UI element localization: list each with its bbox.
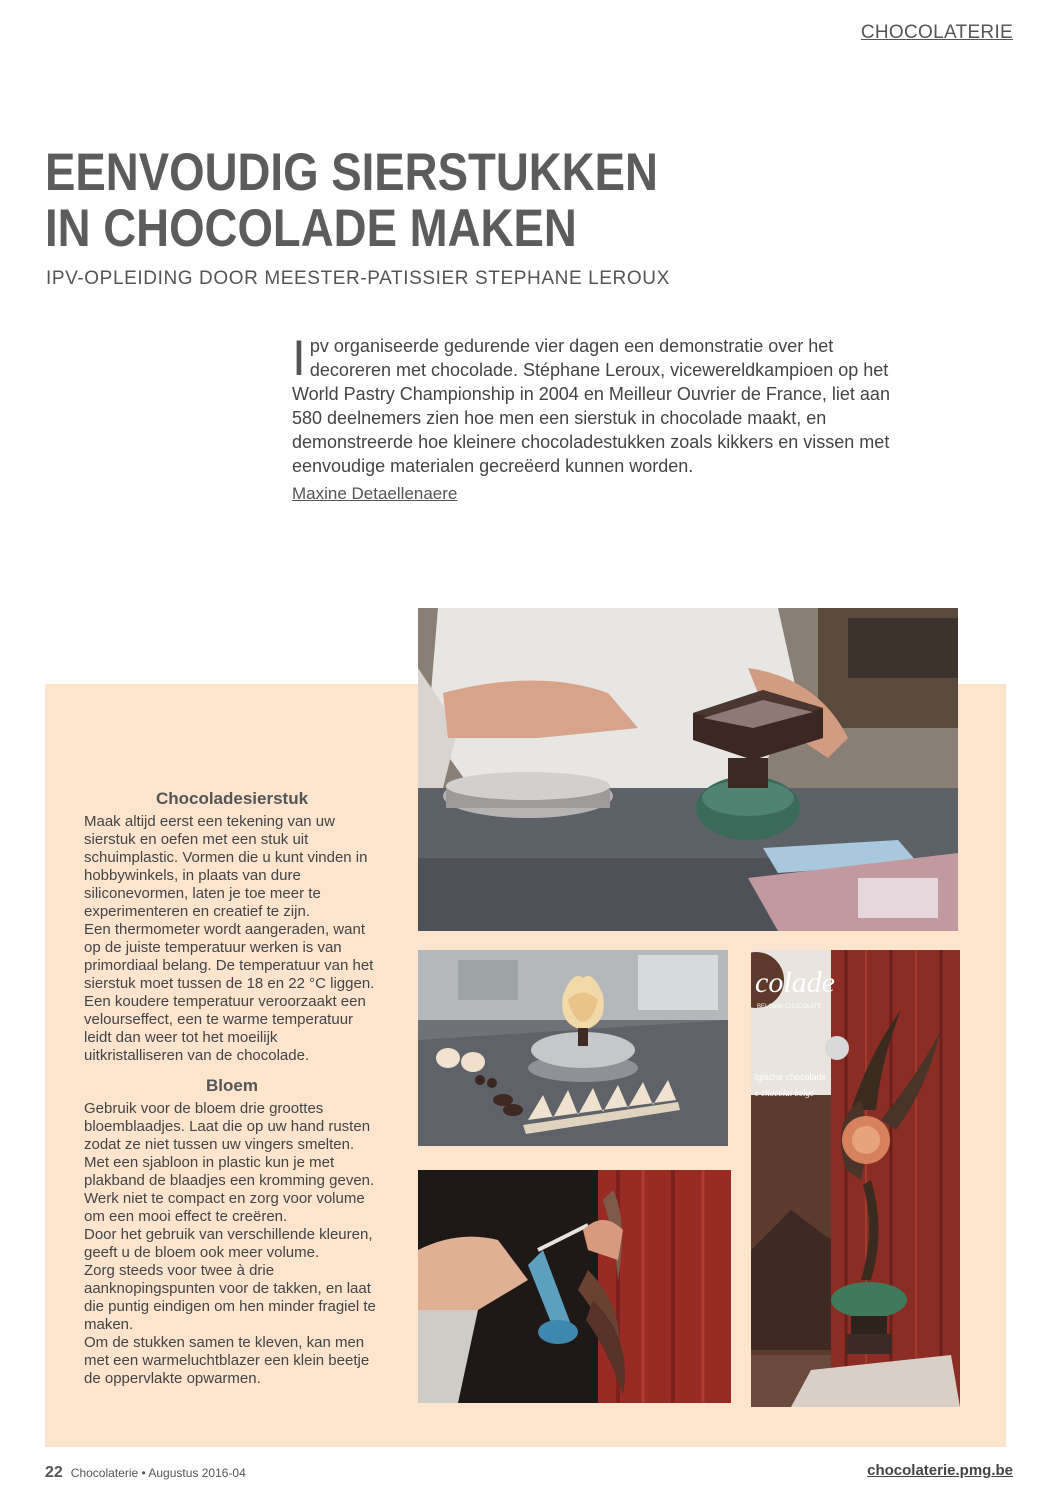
banner-text-belgian: BELGIAN CHOCOLATE (757, 1004, 822, 1010)
article-title (45, 145, 658, 257)
intro-paragraph (292, 330, 917, 478)
author-link[interactable]: Maxine Detaellenaere (292, 484, 458, 503)
sidebar-paragraph: Zorg steeds voor twee à drie aanknopingspunten voor de takken, en laat die puntig eindigen om hen minder fragiel te maken. (84, 1262, 376, 1333)
banner-text-belge: e chocolat belge (755, 1088, 814, 1098)
sidebar-paragraph: Door het gebruik van verschillende kleuren, geeft u de bloem ook meer volume. (84, 1226, 373, 1261)
photo-spraying-branches (418, 1170, 731, 1403)
intro-text: pv organiseerde gedurende vier dagen een demonstratie over het decoreren met chocolade. Stéphane Leroux, vicewereldkampioen op het World Pastry Championship in 2004 en Meilleur Ouvrier de France, liet aan 580 deelnemers zien hoe men een sierstuk in chocolade maakt, en demonstreerde hoe kleinere chocoladestukken zoals kikkers en vissen met eenvoudige materialen gecreëerd kunnen worden. (292, 336, 890, 476)
sidebar-paragraph: Een thermometer wordt aangeraden, want op de juiste temperatuur werken is van primordiaal belang. De temperatuur van het sierstuk moet tussen de 18 en 22 °C liggen. Een koudere temperatuur veroorzaakt een velourseffect, een te warme temperatuur leidt dan weer tot het moeilijk uitkristalliseren van de chocolade. (84, 921, 375, 1064)
article-subtitle: IPV-OPLEIDING DOOR MEESTER-PATISSIER STEPHANE LEROUX (46, 268, 670, 289)
section-tag[interactable]: CHOCOLATERIE (860, 22, 1013, 43)
sidebar-paragraph: Om de stukken samen te kleven, kan men met een warmeluchtblazer een klein beetje de oppervlakte opwarmen. (84, 1334, 370, 1387)
issue-label: Chocolaterie • Augustus 2016-04 (70, 1466, 246, 1480)
footer-issue (45, 1464, 246, 1482)
page-number: 22 (45, 1464, 63, 1481)
drop-cap: I (292, 330, 306, 386)
title-line-1: EENVOUDIG SIERSTUKKEN (45, 143, 658, 202)
sidebar-paragraph: Maak altijd eerst een tekening van uw sierstuk en oefen met een stuk uit schuimplastic. Vormen die u kunt vinden in hobbywinkels, in plaats van dure siliconevormen, laten je toe meer te experimenteren en creatief te zijn. (84, 813, 368, 920)
title-line-2: IN CHOCOLADE MAKEN (45, 199, 577, 258)
photo-chef-chocolate-block (418, 608, 958, 931)
sidebar-paragraph: Werk niet te compact en zorg voor volume om een mooi effect te creëren. (84, 1190, 365, 1225)
banner-text-colade: colade (755, 966, 835, 999)
sidebar-heading-bloem: Bloem (206, 1076, 258, 1095)
photo-chocolate-flower-petals (418, 950, 728, 1146)
sidebar-text (84, 790, 380, 1388)
photo-chocolate-showpiece (751, 950, 960, 1407)
sidebar-paragraph: Gebruik voor de bloem drie groottes bloemblaadjes. Laat die op uw hand rusten zodat ze niet tussen uw vingers smelten. (84, 1100, 371, 1153)
banner-text-belgische: lgische chocolade (755, 1072, 827, 1082)
sidebar-heading-chocoladesierstuk: Chocoladesierstuk (155, 789, 309, 808)
sidebar-paragraph: Met een sjabloon in plastic kun je met plakband de blaadjes een kromming geven. (84, 1154, 375, 1189)
website-link[interactable]: chocolaterie.pmg.be (867, 1462, 1013, 1479)
